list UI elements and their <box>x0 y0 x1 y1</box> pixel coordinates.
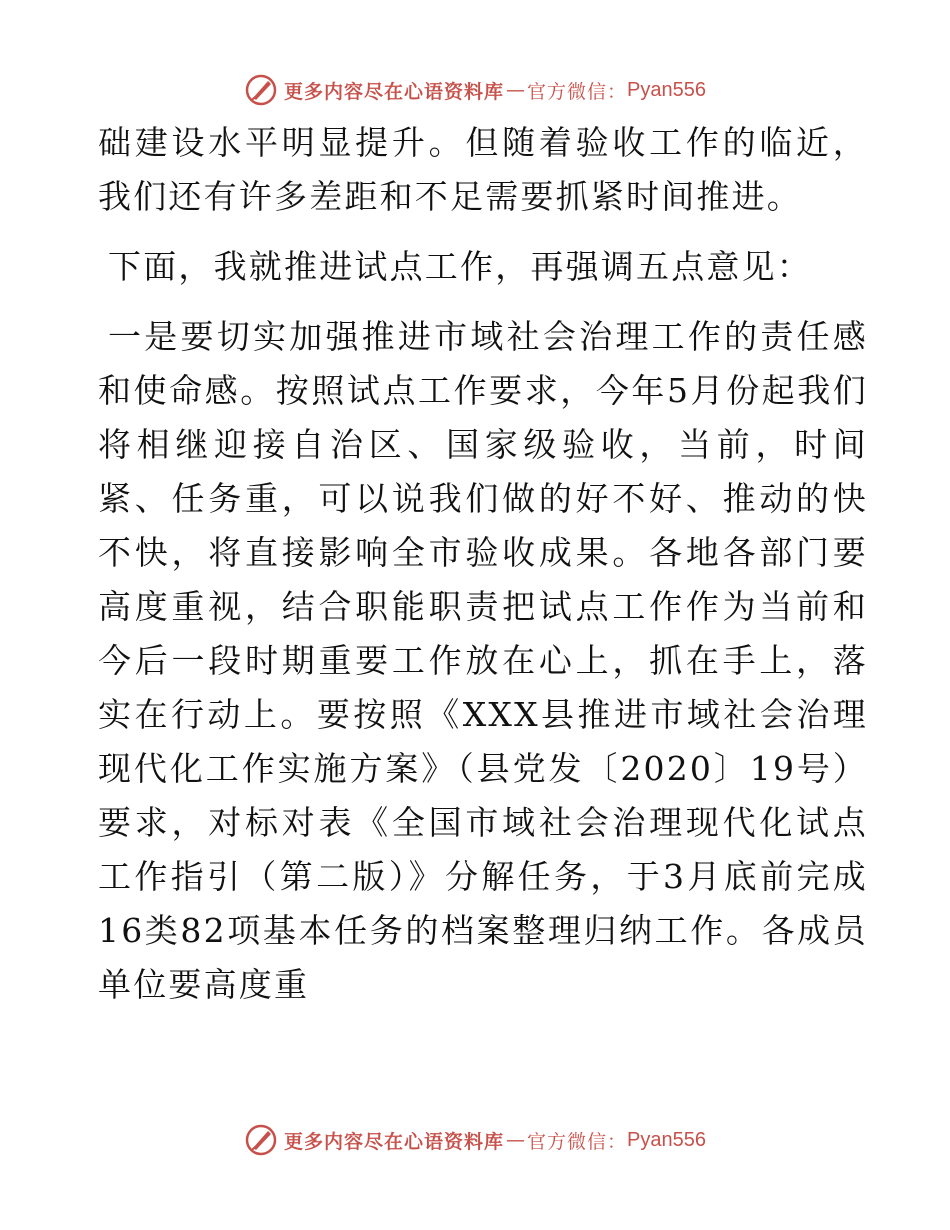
document-body <box>98 116 868 1028</box>
banner-dash: — <box>506 1129 526 1151</box>
footer-banner <box>0 1120 950 1160</box>
paragraph-2: 下面，我就推进试点工作，再强调五点意见： <box>108 247 812 286</box>
paragraph-1: 础建设水平明显提升。但随着验收工作的临近，我们还有许多差距和不足需要抓紧时间推进。 <box>98 123 868 216</box>
paragraph-3: 一是要切实加强推进市域社会治理工作的责任感和使命感。按照试点工作要求，今年5月份起我们将相继迎接自治区、国家级验收，当前，时间紧、任务重，可以说我们做的好不好、推动的快不快，将直接影响全市验收成果。各地各部门要高度重视，结合职能职责把试点工作作为当前和今后一段时期重要工作放在心上，抓在手上，落实在行动上。要按照《XXX县推进市域社会治理现代化工作实施方案》（县党发〔2020〕19号）要求，对标对表《全国市域社会治理现代化试点工作指引（第二版）》分解任务，于3月底前完成16类82项基本任务的档案整理归纳工作。各成员单位要高度重 <box>98 317 868 1004</box>
banner-brand: 更多内容尽在心语资料库 <box>284 80 505 103</box>
quill-logo-icon <box>244 1123 278 1157</box>
quill-logo-icon <box>244 73 278 107</box>
banner-wechat-label: 官方微信： <box>527 80 628 103</box>
banner-wechat-id: Pyan556 <box>627 1128 706 1151</box>
banner-wechat-label: 官方微信： <box>527 1130 628 1153</box>
banner-brand: 更多内容尽在心语资料库 <box>284 1130 505 1153</box>
banner-wechat-id: Pyan556 <box>627 78 706 101</box>
header-banner <box>0 70 950 110</box>
banner-dash: — <box>506 79 526 101</box>
